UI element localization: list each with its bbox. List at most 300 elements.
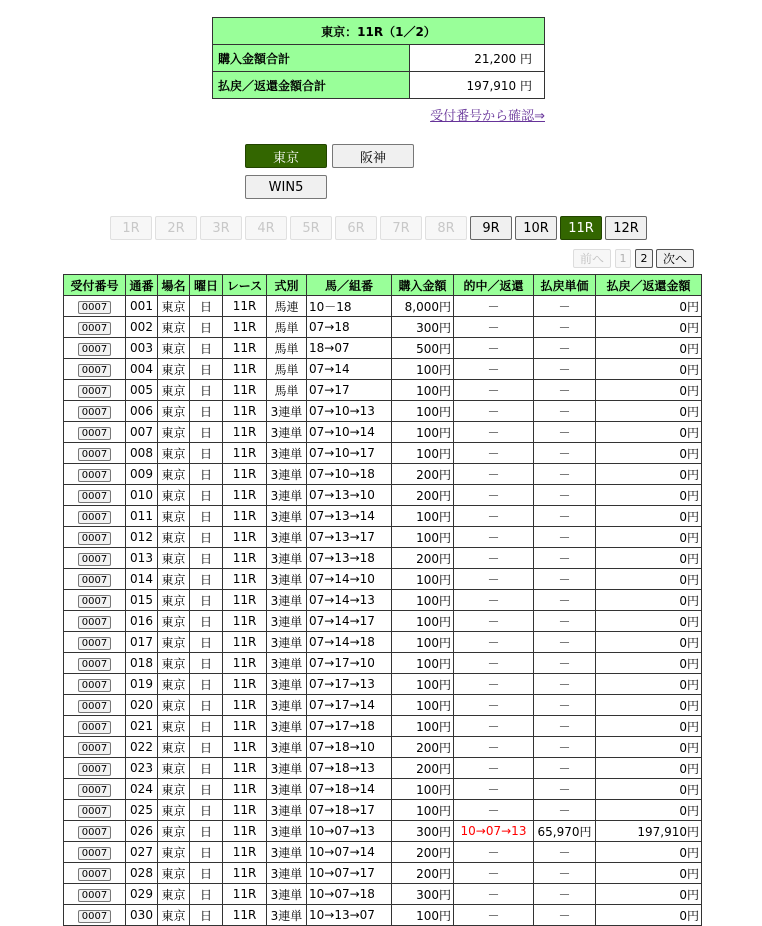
table-cell: 日 (190, 884, 223, 905)
table-cell: 日 (190, 401, 223, 422)
table-cell: 3連単 (267, 590, 307, 611)
table-cell: 025 (126, 800, 158, 821)
table-cell: 日 (190, 779, 223, 800)
place-button-hanshin[interactable]: 阪神 (332, 144, 414, 168)
receipt-number-button[interactable]: 0007 (78, 511, 111, 524)
table-cell: 0円 (596, 695, 702, 716)
table-row (64, 632, 702, 653)
page-2-button[interactable]: 2 (635, 249, 653, 268)
receipt-number-button[interactable]: 0007 (78, 364, 111, 377)
race-button-11r[interactable]: 11R (560, 216, 602, 240)
table-cell: 11R (223, 464, 267, 485)
table-cell: 023 (126, 758, 158, 779)
table-cell: 100円 (392, 359, 454, 380)
table-cell: 東京 (158, 464, 190, 485)
table-cell: 019 (126, 674, 158, 695)
table-cell: － (454, 380, 534, 401)
receipt-cell (64, 485, 126, 506)
table-cell: 07→10→17 (307, 443, 392, 464)
table-cell: 500円 (392, 338, 454, 359)
table-cell: 11R (223, 800, 267, 821)
race-button-3r[interactable]: 3R (200, 216, 242, 240)
table-cell: 3連単 (267, 422, 307, 443)
table-cell: － (534, 884, 596, 905)
receipt-number-button[interactable]: 0007 (78, 595, 111, 608)
table-cell: 300円 (392, 884, 454, 905)
receipt-number-button[interactable]: 0007 (78, 721, 111, 734)
table-cell: 18→07 (307, 338, 392, 359)
table-cell: 027 (126, 842, 158, 863)
table-cell: 11R (223, 779, 267, 800)
table-cell: － (454, 779, 534, 800)
table-cell: 07→14 (307, 359, 392, 380)
receipt-number-button[interactable]: 0007 (78, 679, 111, 692)
table-cell: 100円 (392, 800, 454, 821)
table-cell: 馬単 (267, 338, 307, 359)
table-cell: 日 (190, 590, 223, 611)
table-cell: 10→07→14 (307, 842, 392, 863)
table-cell: 0円 (596, 653, 702, 674)
table-cell: － (534, 506, 596, 527)
table-cell: 07→14→13 (307, 590, 392, 611)
table-cell: 東京 (158, 632, 190, 653)
page-1-button[interactable]: 1 (615, 249, 631, 268)
table-cell: 07→18→14 (307, 779, 392, 800)
table-cell: 07→18→13 (307, 758, 392, 779)
table-cell: 0円 (596, 779, 702, 800)
table-cell: 3連単 (267, 884, 307, 905)
race-button-9r[interactable]: 9R (470, 216, 512, 240)
table-cell: － (534, 653, 596, 674)
table-cell: － (454, 506, 534, 527)
receipt-number-button[interactable]: 0007 (78, 700, 111, 713)
table-cell: 024 (126, 779, 158, 800)
table-cell: 0円 (596, 737, 702, 758)
receipt-cell (64, 653, 126, 674)
purchase-total-label: 購入金額合計 (213, 45, 410, 72)
table-cell: 東京 (158, 884, 190, 905)
table-cell: 3連単 (267, 800, 307, 821)
table-cell: 100円 (392, 632, 454, 653)
column-header: 式別 (267, 275, 307, 296)
table-cell: 07→17→10 (307, 653, 392, 674)
receipt-number-button[interactable]: 0007 (78, 532, 111, 545)
table-cell: 11R (223, 422, 267, 443)
table-cell: 200円 (392, 842, 454, 863)
table-cell: 馬単 (267, 317, 307, 338)
receipt-number-button[interactable]: 0007 (78, 637, 111, 650)
receipt-cell (64, 548, 126, 569)
table-cell: － (454, 590, 534, 611)
table-cell: 07→13→17 (307, 527, 392, 548)
table-cell: － (454, 527, 534, 548)
receipt-number-button[interactable]: 0007 (78, 763, 111, 776)
table-cell: － (454, 653, 534, 674)
table-cell: － (534, 338, 596, 359)
table-cell: 東京 (158, 758, 190, 779)
receipt-number-button[interactable]: 0007 (78, 406, 111, 419)
table-cell: 3連単 (267, 569, 307, 590)
table-cell: 100円 (392, 653, 454, 674)
receipt-number-button[interactable]: 0007 (78, 826, 111, 839)
table-cell: － (454, 569, 534, 590)
receipt-cell (64, 317, 126, 338)
table-cell: － (454, 695, 534, 716)
table-cell: 11R (223, 611, 267, 632)
table-cell: 100円 (392, 590, 454, 611)
receipt-cell (64, 443, 126, 464)
table-cell: 011 (126, 506, 158, 527)
place-button-win5[interactable]: WIN5 (245, 175, 327, 199)
table-cell: － (454, 758, 534, 779)
table-cell: － (534, 296, 596, 317)
table-cell: 005 (126, 380, 158, 401)
table-cell: － (534, 842, 596, 863)
receipt-number-button[interactable]: 0007 (78, 847, 111, 860)
table-cell: 3連単 (267, 653, 307, 674)
receipt-number-button[interactable]: 0007 (78, 868, 111, 881)
receipt-number-button[interactable]: 0007 (78, 301, 111, 314)
table-header-row (64, 275, 702, 296)
table-cell: 11R (223, 905, 267, 926)
table-cell: 007 (126, 422, 158, 443)
table-row (64, 905, 702, 926)
table-row (64, 506, 702, 527)
receipt-number-button[interactable]: 0007 (78, 742, 111, 755)
receipt-cell (64, 506, 126, 527)
table-cell: 11R (223, 716, 267, 737)
table-cell: 07→10→18 (307, 464, 392, 485)
table-cell: － (534, 863, 596, 884)
receipt-number-button[interactable]: 0007 (78, 910, 111, 923)
receipt-number-button[interactable]: 0007 (78, 490, 111, 503)
table-cell: 日 (190, 506, 223, 527)
table-cell: 100円 (392, 779, 454, 800)
table-cell: 東京 (158, 359, 190, 380)
table-cell: 07→17→14 (307, 695, 392, 716)
table-cell: 008 (126, 443, 158, 464)
table-cell: 3連単 (267, 548, 307, 569)
table-cell: 東京 (158, 380, 190, 401)
table-cell: 東京 (158, 800, 190, 821)
table-cell: － (534, 695, 596, 716)
table-cell: 日 (190, 464, 223, 485)
table-cell: 0円 (596, 506, 702, 527)
receipt-cell (64, 800, 126, 821)
receipt-cell (64, 821, 126, 842)
table-cell: 東京 (158, 821, 190, 842)
receipt-number-button[interactable]: 0007 (78, 427, 111, 440)
table-cell: 10→07→17 (307, 863, 392, 884)
table-row (64, 653, 702, 674)
receipt-number-button[interactable]: 0007 (78, 805, 111, 818)
table-cell: － (454, 338, 534, 359)
table-cell: 日 (190, 548, 223, 569)
table-cell: 11R (223, 548, 267, 569)
table-cell: 11R (223, 632, 267, 653)
table-cell: － (534, 737, 596, 758)
table-cell: 11R (223, 296, 267, 317)
table-cell: 197,910円 (596, 821, 702, 842)
race-button-10r[interactable]: 10R (515, 216, 557, 240)
table-cell: 3連単 (267, 485, 307, 506)
table-cell: 日 (190, 632, 223, 653)
table-cell: 07→18→17 (307, 800, 392, 821)
table-cell: 0円 (596, 569, 702, 590)
receipt-number-button[interactable]: 0007 (78, 322, 111, 335)
table-cell: 日 (190, 758, 223, 779)
place-button-tokyo[interactable]: 東京 (245, 144, 327, 168)
table-cell: 300円 (392, 821, 454, 842)
table-cell: 3連単 (267, 674, 307, 695)
table-cell: 0円 (596, 443, 702, 464)
table-cell: 07→14→10 (307, 569, 392, 590)
table-row (64, 737, 702, 758)
table-cell: 11R (223, 380, 267, 401)
table-cell: 日 (190, 695, 223, 716)
table-cell: 日 (190, 905, 223, 926)
table-cell: 0円 (596, 716, 702, 737)
table-cell: 012 (126, 527, 158, 548)
table-cell: 07→18 (307, 317, 392, 338)
table-cell: 11R (223, 443, 267, 464)
receipt-number-button[interactable]: 0007 (78, 616, 111, 629)
race-button-6r[interactable]: 6R (335, 216, 377, 240)
table-cell: 11R (223, 506, 267, 527)
table-row (64, 296, 702, 317)
table-cell: 東京 (158, 527, 190, 548)
table-cell: 020 (126, 695, 158, 716)
table-cell: － (534, 380, 596, 401)
table-cell: 016 (126, 611, 158, 632)
table-cell: 100円 (392, 716, 454, 737)
receipt-cell (64, 422, 126, 443)
table-cell: 10→13→07 (307, 905, 392, 926)
receipt-cell (64, 380, 126, 401)
table-cell: 日 (190, 485, 223, 506)
table-cell: 07→14→17 (307, 611, 392, 632)
table-cell: 100円 (392, 443, 454, 464)
confirm-by-receipt-link[interactable]: 受付番号から確認⇒ (430, 109, 545, 124)
table-cell: 200円 (392, 863, 454, 884)
table-cell: － (534, 758, 596, 779)
table-cell: 日 (190, 653, 223, 674)
table-cell: － (534, 611, 596, 632)
race-button-1r[interactable]: 1R (110, 216, 152, 240)
table-cell: 日 (190, 821, 223, 842)
table-cell: 馬単 (267, 380, 307, 401)
table-cell: － (454, 464, 534, 485)
table-cell: 0円 (596, 905, 702, 926)
table-cell: 010 (126, 485, 158, 506)
race-button-2r[interactable]: 2R (155, 216, 197, 240)
table-cell: 200円 (392, 758, 454, 779)
table-cell: 日 (190, 317, 223, 338)
table-cell: 10→07→18 (307, 884, 392, 905)
table-row (64, 695, 702, 716)
receipt-number-button[interactable]: 0007 (78, 889, 111, 902)
table-cell: 3連単 (267, 737, 307, 758)
table-cell: 日 (190, 569, 223, 590)
purchase-total-value: 21,200 円 (410, 45, 545, 72)
column-header: 受付番号 (64, 275, 126, 296)
table-row (64, 548, 702, 569)
table-body (64, 296, 702, 926)
receipt-cell (64, 863, 126, 884)
table-cell: 021 (126, 716, 158, 737)
receipt-cell (64, 464, 126, 485)
receipt-number-button[interactable]: 0007 (78, 574, 111, 587)
table-cell: 0円 (596, 485, 702, 506)
receipt-number-button[interactable]: 0007 (78, 448, 111, 461)
refund-total-label: 払戻／返還金額合計 (213, 72, 410, 99)
table-row (64, 590, 702, 611)
table-cell: 0円 (596, 464, 702, 485)
race-button-8r[interactable]: 8R (425, 216, 467, 240)
table-cell: － (454, 716, 534, 737)
table-cell: － (454, 401, 534, 422)
table-cell: 11R (223, 359, 267, 380)
table-cell: 東京 (158, 695, 190, 716)
table-cell: － (454, 632, 534, 653)
table-cell: 07→17→13 (307, 674, 392, 695)
receipt-cell (64, 737, 126, 758)
table-cell: － (534, 401, 596, 422)
table-row (64, 359, 702, 380)
table-cell: 11R (223, 863, 267, 884)
receipt-number-button[interactable]: 0007 (78, 553, 111, 566)
table-cell: 3連単 (267, 779, 307, 800)
summary-title: 東京：11R（1／2） (213, 18, 545, 45)
table-row (64, 317, 702, 338)
table-cell: 東京 (158, 863, 190, 884)
prev-page-button[interactable]: 前へ (573, 249, 611, 268)
table-row (64, 863, 702, 884)
table-cell: 0円 (596, 380, 702, 401)
table-cell: 65,970円 (534, 821, 596, 842)
table-cell: － (454, 359, 534, 380)
table-cell: － (454, 842, 534, 863)
receipt-number-button[interactable]: 0007 (78, 469, 111, 482)
table-cell: 07→13→10 (307, 485, 392, 506)
receipt-cell (64, 359, 126, 380)
table-cell: － (534, 464, 596, 485)
table-cell: 0円 (596, 863, 702, 884)
table-cell: 日 (190, 800, 223, 821)
table-cell: 0円 (596, 842, 702, 863)
table-cell: － (454, 863, 534, 884)
column-header: 払戻／返還金額 (596, 275, 702, 296)
table-cell: 東京 (158, 506, 190, 527)
table-cell: － (534, 674, 596, 695)
table-cell: 009 (126, 464, 158, 485)
receipt-cell (64, 695, 126, 716)
table-cell: 0円 (596, 401, 702, 422)
table-cell: 07→14→18 (307, 632, 392, 653)
receipt-number-button[interactable]: 0007 (78, 784, 111, 797)
table-cell: 10－18 (307, 296, 392, 317)
receipt-cell (64, 611, 126, 632)
next-page-button[interactable]: 次へ (656, 249, 694, 268)
table-cell: 11R (223, 338, 267, 359)
table-cell: － (534, 485, 596, 506)
table-cell: 東京 (158, 569, 190, 590)
receipt-cell (64, 401, 126, 422)
race-button-7r[interactable]: 7R (380, 216, 422, 240)
table-cell: 006 (126, 401, 158, 422)
receipt-number-button[interactable]: 0007 (78, 658, 111, 671)
table-cell: － (454, 485, 534, 506)
table-cell: 200円 (392, 548, 454, 569)
table-cell: － (534, 548, 596, 569)
table-cell: 東京 (158, 905, 190, 926)
table-cell: 日 (190, 443, 223, 464)
table-row (64, 464, 702, 485)
table-cell: 0円 (596, 296, 702, 317)
table-cell: 0円 (596, 758, 702, 779)
table-cell: － (534, 716, 596, 737)
table-cell: 3連単 (267, 716, 307, 737)
race-button-4r[interactable]: 4R (245, 216, 287, 240)
table-cell: － (454, 884, 534, 905)
table-cell: 029 (126, 884, 158, 905)
table-cell: 馬連 (267, 296, 307, 317)
table-cell: 日 (190, 716, 223, 737)
table-cell: 030 (126, 905, 158, 926)
table-cell: 東京 (158, 485, 190, 506)
receipt-cell (64, 590, 126, 611)
race-button-12r[interactable]: 12R (605, 216, 647, 240)
table-cell: 日 (190, 380, 223, 401)
bet-results-table (63, 274, 702, 926)
table-cell: 11R (223, 884, 267, 905)
table-row (64, 485, 702, 506)
column-header: 場名 (158, 275, 190, 296)
table-cell: 日 (190, 842, 223, 863)
table-row (64, 800, 702, 821)
table-cell: － (534, 527, 596, 548)
column-header: 曜日 (190, 275, 223, 296)
receipt-cell (64, 905, 126, 926)
table-row (64, 674, 702, 695)
table-cell: 100円 (392, 611, 454, 632)
table-cell: 0円 (596, 338, 702, 359)
table-cell: 東京 (158, 842, 190, 863)
receipt-cell (64, 716, 126, 737)
table-cell: 100円 (392, 905, 454, 926)
table-cell: － (454, 611, 534, 632)
table-cell: 07→13→14 (307, 506, 392, 527)
receipt-number-button[interactable]: 0007 (78, 385, 111, 398)
table-cell: 015 (126, 590, 158, 611)
table-cell: 100円 (392, 527, 454, 548)
receipt-cell (64, 632, 126, 653)
race-button-5r[interactable]: 5R (290, 216, 332, 240)
table-cell: 8,000円 (392, 296, 454, 317)
table-cell: 0円 (596, 548, 702, 569)
table-row (64, 401, 702, 422)
table-cell: 07→17 (307, 380, 392, 401)
table-cell: 100円 (392, 401, 454, 422)
table-cell: 200円 (392, 737, 454, 758)
table-cell: － (454, 674, 534, 695)
table-row (64, 338, 702, 359)
table-cell: 002 (126, 317, 158, 338)
table-cell: － (454, 296, 534, 317)
receipt-number-button[interactable]: 0007 (78, 343, 111, 356)
table-cell: 日 (190, 527, 223, 548)
table-cell: 日 (190, 296, 223, 317)
